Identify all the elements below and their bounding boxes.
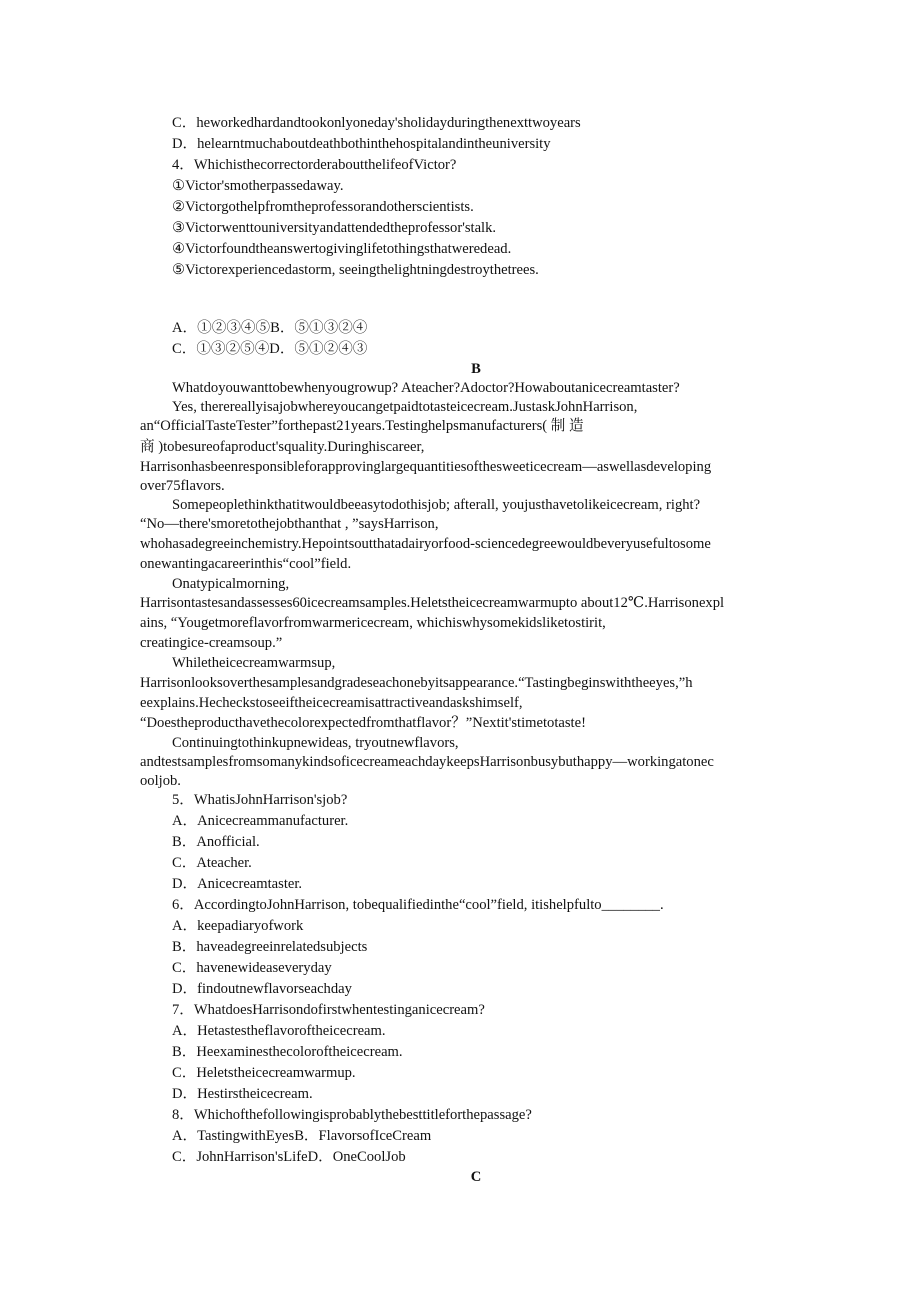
passage-line: an“OfficialTasteTester”forthepast21years.Testinghelpsmanufacturers( 制 造 [140, 418, 584, 434]
passage-line: andtestsamplesfromsomanykindsoficecreameachdaykeepsHarrisonbusybuthappy—workingatonec [140, 754, 714, 770]
passage-line: ooljob. [140, 773, 181, 789]
passage-line: Whiletheicecreamwarmsup, [172, 655, 336, 671]
q7-option-c: C．Heletstheicecreamwarmup. [172, 1065, 356, 1081]
passage-line: Onatypicalmorning, [172, 576, 290, 592]
q6-stem: 6．AccordingtoJohnHarrison, tobequalifiedinthe“cool”field, itishelpfulto________. [172, 897, 664, 913]
q3-option-c: C．heworkedhardandtookonlyoneday'sholidayduringthenexttwoyears [172, 115, 581, 131]
passage-line: onewantingacareerinthis“cool”field. [140, 556, 352, 572]
q4-event-5: ⑤Victorexperiencedastorm, seeingthelightningdestroythetrees. [172, 262, 539, 278]
passage-line: Yes, therereallyisajobwhereyoucangetpaidtotasteicecream.JustaskJohnHarrison, [172, 399, 638, 415]
section-heading-c: C [470, 1169, 482, 1185]
q5-option-d: D．Anicecreamtaster. [172, 876, 303, 892]
passage-line: “No—there'smoretothejobthanthat , ”saysHarrison, [140, 516, 439, 532]
passage-line: 商 )tobesureofaproduct'squality.Duringhiscareer, [140, 439, 425, 455]
passage-line: Harrisonlooksoverthesamplesandgradeseachonebyitsappearance.“Tastingbeginswiththeeyes,”h [140, 675, 693, 691]
passage-line: eexplains.Hecheckstoseeiftheicecreamisattractiveandaskshimself, [140, 695, 523, 711]
q7-option-b: B．Heexaminesthecoloroftheicecream. [172, 1044, 403, 1060]
q4-options-cd: C．①③②⑤④D．⑤①②④③ [172, 341, 368, 357]
q6-option-a: A．keepadiaryofwork [172, 918, 304, 934]
passage-line: Harrisontastesandassesses60icecreamsamples.Heletstheicecreamwarmupto about12℃.Harrisonexpl [140, 595, 725, 611]
q7-stem: 7．WhatdoesHarrisondofirstwhentestinganicecream? [172, 1002, 485, 1018]
q6-option-d: D．findoutnewflavorseachday [172, 981, 352, 997]
passage-line: Somepeoplethinkthatitwouldbeeasytodothisjob; afterall, youjusthavetolikeicecream, right? [172, 497, 701, 513]
q6-option-c: C．havenewideaseveryday [172, 960, 332, 976]
q4-event-1: ①Victor'smotherpassedaway. [172, 178, 344, 194]
q7-option-a: A．Hetastestheflavoroftheicecream. [172, 1023, 386, 1039]
q4-event-2: ②Victorgothelpfromtheprofessorandotherscientists. [172, 199, 474, 215]
q8-options-ab: A．TastingwithEyesB．FlavorsofIceCream [172, 1128, 432, 1144]
q6-option-b: B．haveadegreeinrelatedsubjects [172, 939, 368, 955]
passage-line: Harrisonhasbeenresponsibleforapprovinglargequantitiesofthesweeticecream—aswellasdeveloping [140, 459, 712, 475]
q7-option-d: D．Hestirstheicecream. [172, 1086, 313, 1102]
passage-line: creatingice-creamsoup.” [140, 635, 283, 651]
q3-option-d: D．helearntmuchaboutdeathbothinthehospitalandintheuniversity [172, 136, 551, 152]
q4-event-4: ④Victorfoundtheanswertogivinglifetothingsthatweredead. [172, 241, 512, 257]
q5-option-a: A．Anicecreammanufacturer. [172, 813, 349, 829]
q4-options-ab: A．①②③④⑤B．⑤①③②④ [172, 320, 368, 336]
passage-line: Whatdoyouwanttobewhenyougrowup? Ateacher?Adoctor?Howaboutanicecreamtaster? [172, 380, 680, 396]
q8-options-cd: C．JohnHarrison'sLifeD．OneCoolJob [172, 1149, 406, 1165]
q5-option-c: C．Ateacher. [172, 855, 252, 871]
passage-line: ains, “Yougetmoreflavorfromwarmericecream, whichiswhysomekidsliketostirit, [140, 615, 606, 631]
q5-stem: 5．WhatisJohnHarrison'sjob? [172, 792, 348, 808]
section-heading-b: B [471, 361, 481, 377]
passage-line: “Doestheproducthavethecolorexpectedfromthatflavor？”Nextit'stimetotaste! [140, 715, 586, 731]
passage-line: whohasadegreeinchemistry.Hepointsoutthatadairyorfood-sciencedegreewouldbeveryusefultosome [140, 536, 711, 552]
passage-line: over75flavors. [140, 478, 225, 494]
passage-line: Continuingtothinkupnewideas, tryoutnewflavors, [172, 735, 459, 751]
q8-stem: 8．Whichofthefollowingisprobablythebesttitleforthepassage? [172, 1107, 532, 1123]
q5-option-b: B．Anofficial. [172, 834, 260, 850]
q4-event-3: ③Victorwenttouniversityandattendedtheprofessor'stalk. [172, 220, 497, 236]
q4-stem: 4．WhichisthecorrectorderaboutthelifeofVictor? [172, 157, 457, 173]
